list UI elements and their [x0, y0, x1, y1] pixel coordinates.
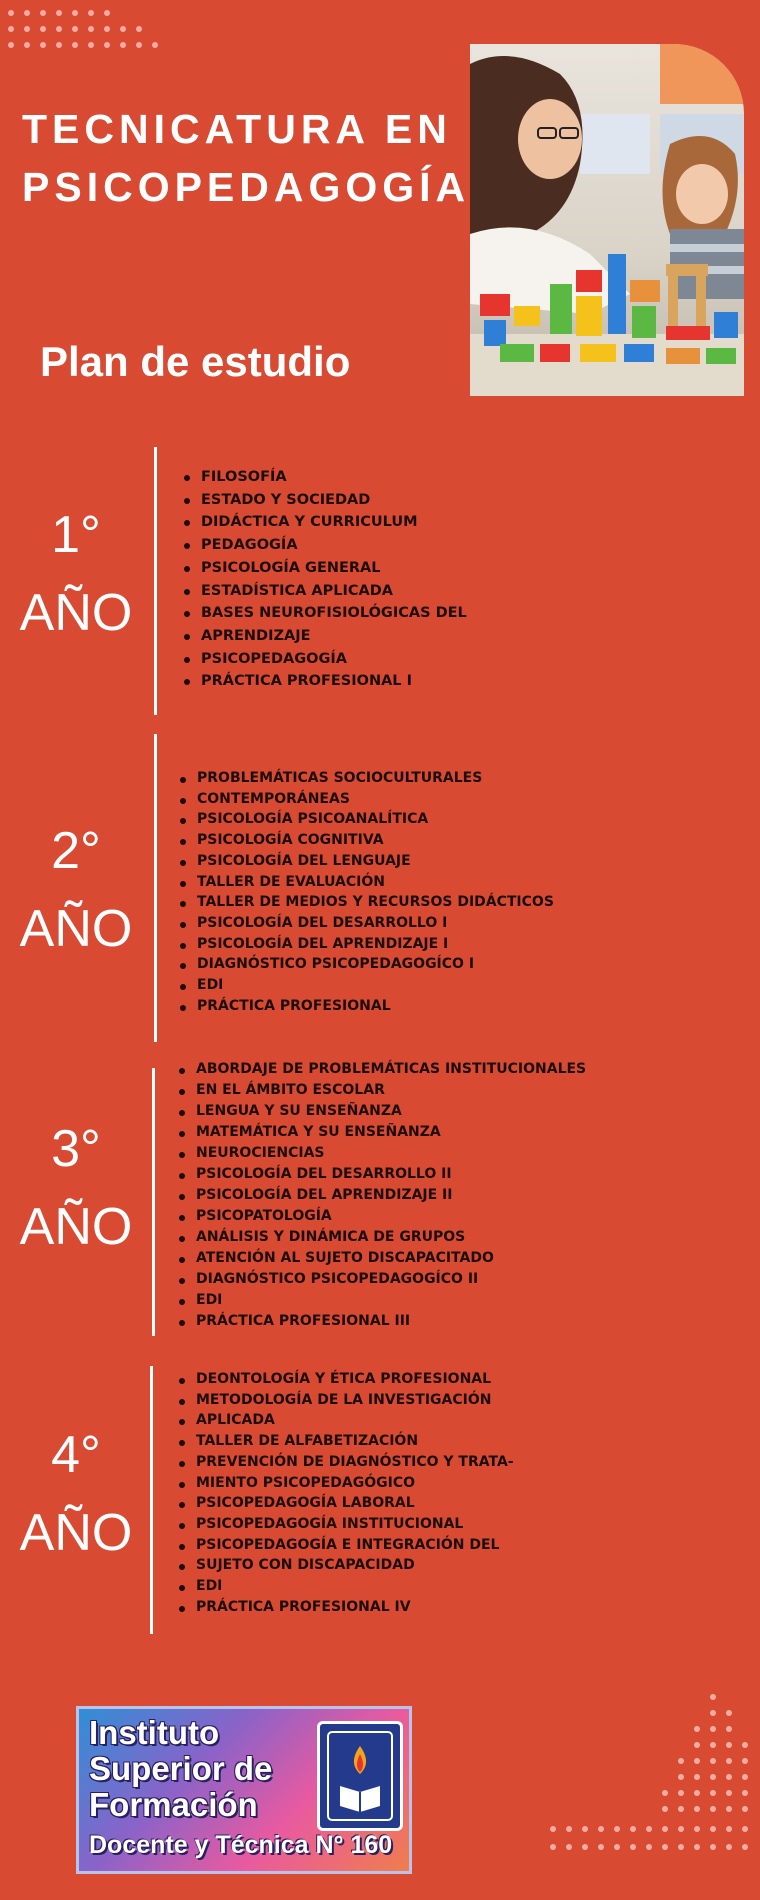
subject-item: EDI	[197, 975, 554, 996]
subject-item: DIDÁCTICA Y CURRICULUM	[201, 511, 467, 534]
subject-item: PSICOPEDAGOGÍA	[201, 648, 467, 671]
subject-item: BASES NEUROFISIOLÓGICAS DEL	[201, 602, 467, 625]
logo-line-1: Instituto	[89, 1714, 220, 1751]
subject-item: PROBLEMÁTICAS SOCIOCULTURALES	[197, 768, 554, 789]
hero-photo	[470, 44, 744, 396]
subject-item: PSICOLOGÍA COGNITIVA	[197, 830, 554, 851]
year-1-number: 1°	[51, 506, 101, 564]
subject-item: PSICOLOGÍA GENERAL	[201, 557, 467, 580]
year-3-number: 3°	[51, 1120, 101, 1178]
subject-item: TALLER DE EVALUACIÓN	[197, 872, 554, 893]
teacher-child-blocks-illustration	[470, 44, 744, 396]
subject-item: PSICOPEDAGOGÍA LABORAL	[196, 1493, 514, 1514]
subject-item: PRÁCTICA PROFESIONAL	[197, 996, 554, 1017]
subject-item: PSICOLOGÍA DEL APRENDIZAJE I	[197, 934, 554, 955]
subject-item: LENGUA Y SU ENSEÑANZA	[196, 1101, 586, 1122]
year-3-label: AÑO	[19, 1198, 133, 1256]
subject-item: PSICOLOGÍA DEL APRENDIZAJE II	[196, 1185, 586, 1206]
year-4-divider	[150, 1366, 153, 1634]
subject-item: MIENTO PSICOPEDAGÓGICO	[196, 1473, 514, 1494]
year-4-heading	[0, 1416, 152, 1572]
subject-item: PEDAGOGÍA	[201, 534, 467, 557]
subject-item: PREVENCIÓN DE DIAGNÓSTICO Y TRATA-	[196, 1452, 514, 1473]
year-2-subject-list	[175, 768, 554, 1016]
year-2-number: 2°	[51, 822, 101, 880]
year-3-subject-list	[174, 1059, 586, 1332]
subject-item: ESTADÍSTICA APLICADA	[201, 580, 467, 603]
title-line-2: PSICOPEDAGOGÍA	[22, 164, 471, 210]
year-4-subject-list	[174, 1369, 514, 1617]
page-title	[22, 100, 470, 216]
subject-item: ESTADO Y SOCIEDAD	[201, 489, 467, 512]
subject-item: APLICADA	[196, 1410, 514, 1431]
year-3-heading	[0, 1110, 152, 1266]
subject-item: PSICOLOGÍA DEL LENGUAJE	[197, 851, 554, 872]
subject-item: PSICOPATOLOGÍA	[196, 1206, 586, 1227]
subject-item: METODOLOGÍA DE LA INVESTIGACIÓN	[196, 1390, 514, 1411]
subject-item: EDI	[196, 1290, 586, 1311]
subject-item: FILOSOFÍA	[201, 466, 467, 489]
logo-line-4: Docente y Técnica N° 160	[89, 1831, 393, 1859]
subject-item: TALLER DE MEDIOS Y RECURSOS DIDÁCTICOS	[197, 892, 554, 913]
year-4-label: AÑO	[19, 1504, 133, 1562]
subject-item: SUJETO CON DISCAPACIDAD	[196, 1555, 514, 1576]
subject-item: TALLER DE ALFABETIZACIÓN	[196, 1431, 514, 1452]
subject-item: NEUROCIENCIAS	[196, 1143, 586, 1164]
subject-item: EDI	[196, 1576, 514, 1597]
subject-item: CONTEMPORÁNEAS	[197, 789, 554, 810]
year-2-label: AÑO	[19, 900, 133, 958]
subject-item: PRÁCTICA PROFESIONAL I	[201, 670, 467, 693]
year-1-heading	[0, 496, 152, 652]
subject-item: PSICOPEDAGOGÍA INSTITUCIONAL	[196, 1514, 514, 1535]
subject-item: EN EL ÁMBITO ESCOLAR	[196, 1080, 586, 1101]
year-2-heading	[0, 812, 152, 968]
logo-name	[89, 1715, 272, 1823]
institute-logo	[76, 1706, 412, 1874]
subject-item: ABORDAJE DE PROBLEMÁTICAS INSTITUCIONALES	[196, 1059, 586, 1080]
subject-item: ATENCIÓN AL SUJETO DISCAPACITADO	[196, 1248, 586, 1269]
subject-item: PSICOLOGÍA DEL DESARROLLO II	[196, 1164, 586, 1185]
year-1-label: AÑO	[19, 584, 133, 642]
subject-item: ANÁLISIS Y DINÁMICA DE GRUPOS	[196, 1227, 586, 1248]
subject-item: MATEMÁTICA Y SU ENSEÑANZA	[196, 1122, 586, 1143]
subject-item: DEONTOLOGÍA Y ÉTICA PROFESIONAL	[196, 1369, 514, 1390]
subject-item: PSICOLOGÍA DEL DESARROLLO I	[197, 913, 554, 934]
subject-item: PRÁCTICA PROFESIONAL III	[196, 1311, 586, 1332]
subject-item: APRENDIZAJE	[201, 625, 467, 648]
title-line-1: TECNICATURA EN	[22, 106, 452, 152]
year-2-divider	[154, 734, 157, 1042]
logo-line-2: Superior de	[89, 1750, 273, 1787]
year-1-divider	[154, 447, 157, 715]
plan-subtitle: Plan de estudio	[40, 338, 351, 385]
year-4-number: 4°	[51, 1426, 101, 1484]
subject-item: DIAGNÓSTICO PSICOPEDAGOGÍCO I	[197, 954, 554, 975]
institute-seal-icon	[317, 1721, 403, 1831]
subject-item: DIAGNÓSTICO PSICOPEDAGOGÍCO II	[196, 1269, 586, 1290]
year-1-subject-list	[179, 466, 467, 693]
subject-item: PSICOPEDAGOGÍA E INTEGRACIÓN DEL	[196, 1535, 514, 1556]
subject-item: PRÁCTICA PROFESIONAL IV	[196, 1597, 514, 1618]
logo-line-3: Formación	[89, 1786, 258, 1823]
year-3-divider	[152, 1068, 155, 1336]
subject-item: PSICOLOGÍA PSICOANALÍTICA	[197, 809, 554, 830]
